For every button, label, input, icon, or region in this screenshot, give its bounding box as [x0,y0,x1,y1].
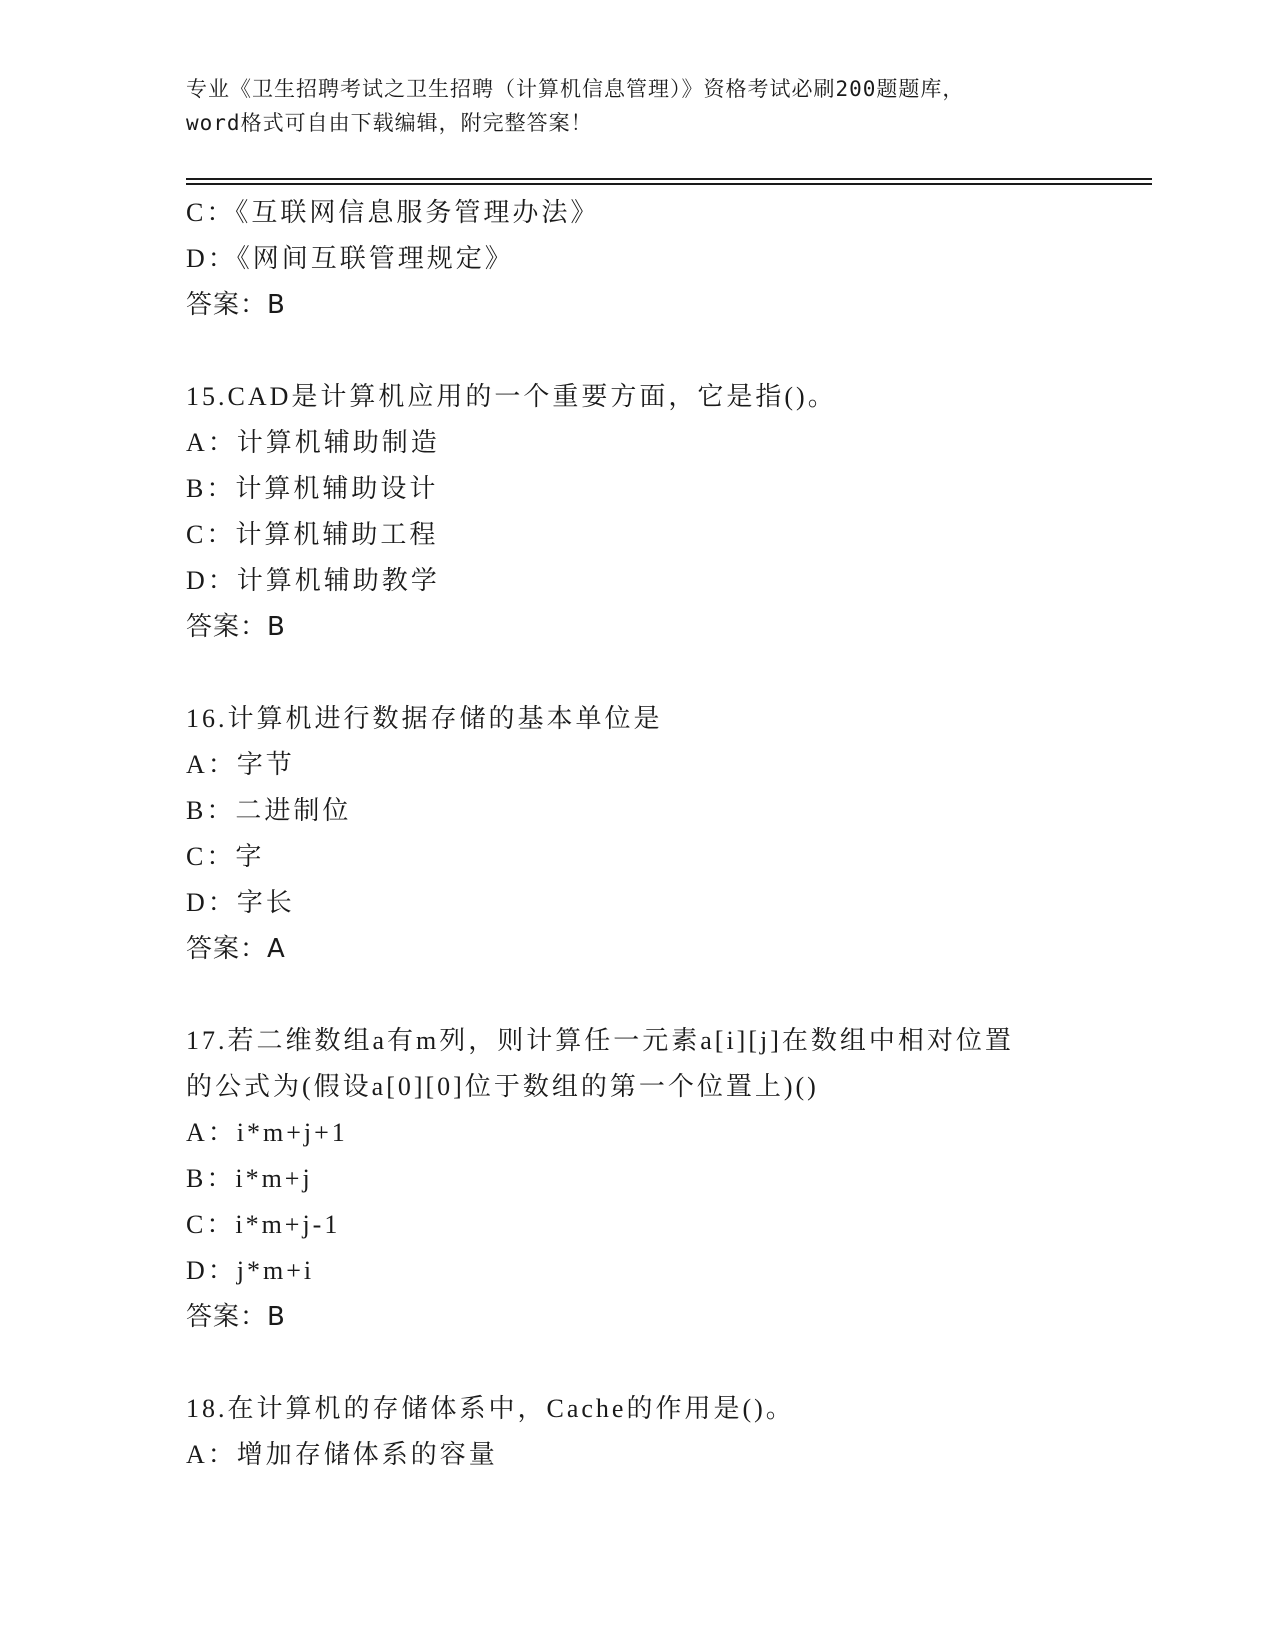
option-b: B：计算机辅助设计 [186,474,439,503]
option-c: C：字 [186,842,265,871]
option-a: A：i*m+j+1 [186,1118,348,1147]
option-a: A：字节 [186,750,295,779]
question-block-18 [186,1386,1146,1478]
question-stem-line-1: 17.若二维数组a有m列，则计算任一元素a[i][j]在数组中相对位置 [186,1026,1014,1055]
option-d: D：计算机辅助教学 [186,566,440,595]
document-header [186,72,1086,140]
answer: 答案：B [186,612,286,642]
question-stem: 16.计算机进行数据存储的基本单位是 [186,704,663,733]
question-list [186,190,1146,1478]
question-block-14 [186,190,1146,328]
option-c: C：计算机辅助工程 [186,520,439,549]
header-line-2: word格式可自由下载编辑，附完整答案！ [186,111,593,135]
option-b: B：i*m+j [186,1164,313,1193]
option-a: A：计算机辅助制造 [186,428,440,457]
option-b: B：二进制位 [186,796,352,825]
answer: 答案：B [186,290,286,320]
header-rule-bottom [186,183,1152,185]
option-a: A：增加存储体系的容量 [186,1440,498,1469]
question-block-17 [186,1018,1146,1340]
answer: 答案：A [186,934,286,964]
answer: 答案：B [186,1302,286,1332]
header-rule-top [186,178,1152,180]
question-block-15 [186,374,1146,650]
option-c: C：《互联网信息服务管理办法》 [186,198,600,227]
option-c: C：i*m+j-1 [186,1210,341,1239]
question-stem-line-2: 的公式为(假设a[0][0]位于数组的第一个位置上)() [186,1072,819,1101]
option-d: D：j*m+i [186,1256,315,1285]
option-d: D：字长 [186,888,295,917]
question-stem: 18.在计算机的存储体系中，Cache的作用是()。 [186,1394,795,1423]
header-line-1: 专业《卫生招聘考试之卫生招聘（计算机信息管理）》资格考试必刷200题题库， [186,77,965,101]
question-block-16 [186,696,1146,972]
option-d: D：《网间互联管理规定》 [186,244,514,273]
question-stem: 15.CAD是计算机应用的一个重要方面，它是指()。 [186,382,837,411]
